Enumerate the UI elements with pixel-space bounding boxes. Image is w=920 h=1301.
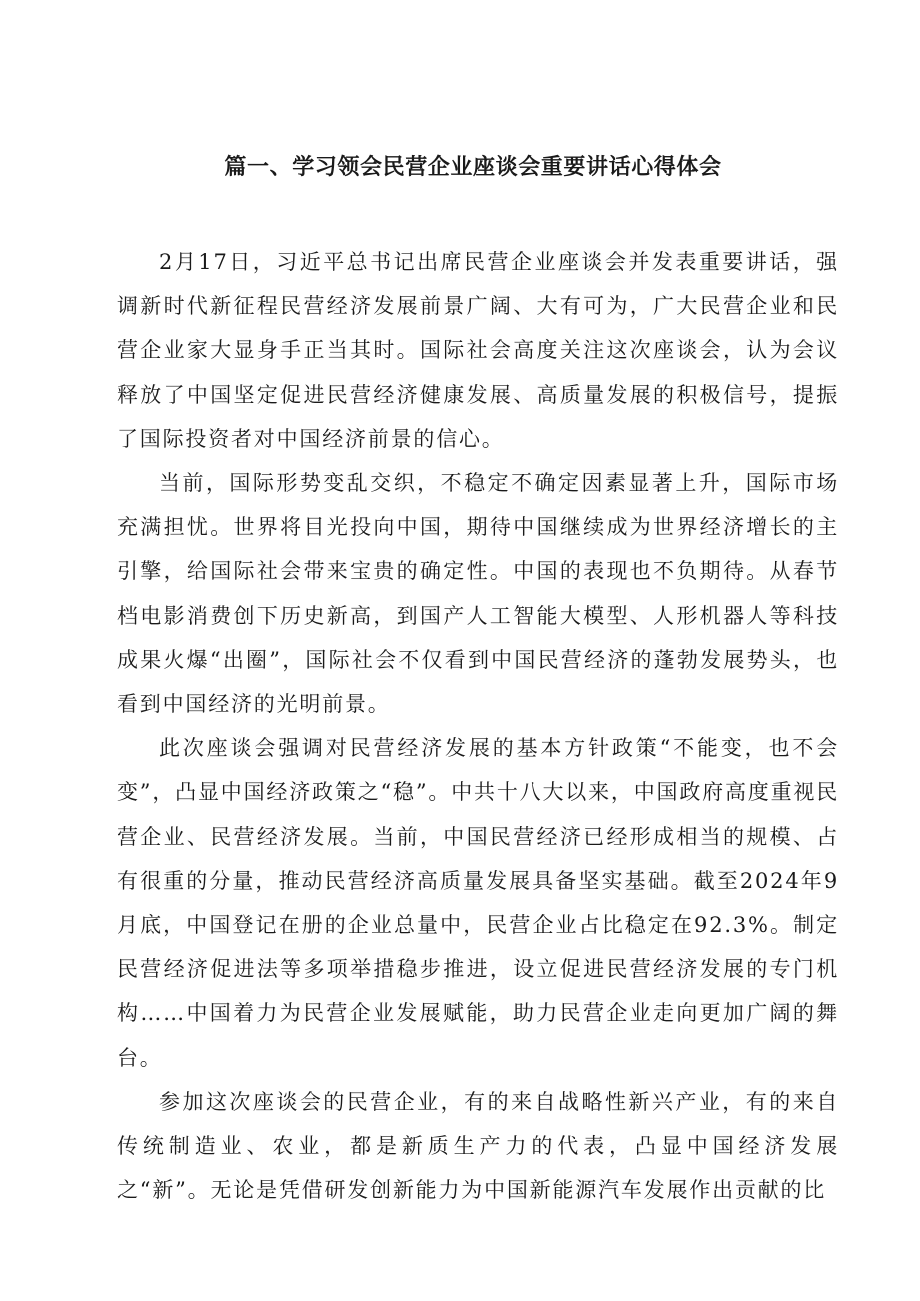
document-body <box>117 240 839 1212</box>
paragraph: 参加这次座谈会的民营企业，有的来自战略性新兴产业，有的来自传统制造业、农业，都是新质生产力的代表，凸显中国经济发展之“新”。无论是凭借研发创新能力为中国新能源汽车发展作出贡献的比 <box>117 1089 839 1203</box>
paragraph: 此次座谈会强调对民营经济发展的基本方针政策“不能变，也不会变”，凸显中国经济政策之“稳”。中共十八大以来，中国政府高度重视民营企业、民营经济发展。当前，中国民营经济已经形成相当的规模、占有很重的分量，推动民营经济高质量发展具备坚实基础。截至2024年9月底，中国登记在册的企业总量中，民营企业占比稳定在92.3%。制定民营经济促进法等多项举措稳步推进，设立促进民营经济发展的专门机构……中国着力为民营企业发展赋能，助力民营企业走向更加广阔的舞台。 <box>117 736 839 1070</box>
paragraph: 2月17日，习近平总书记出席民营企业座谈会并发表重要讲话，强调新时代新征程民营经济发展前景广阔、大有可为，广大民营企业和民营企业家大显身手正当其时。国际社会高度关注这次座谈会，认为会议释放了中国坚定促进民营经济健康发展、高质量发展的积极信号，提振了国际投资者对中国经济前景的信心。 <box>117 250 839 451</box>
document-title: 篇一、学习领会民营企业座谈会重要讲话心得体会 <box>224 155 722 180</box>
paragraph: 当前，国际形势变乱交织，不稳定不确定因素显著上升，国际市场充满担忧。世界将目光投向中国，期待中国继续成为世界经济增长的主引擎，给国际社会带来宝贵的确定性。中国的表现也不负期待。从春节档电影消费创下历史新高，到国产人工智能大模型、人形机器人等科技成果火爆“出圈”，国际社会不仅看到中国民营经济的蓬勃发展势头，也看到中国经济的光明前景。 <box>117 471 839 717</box>
